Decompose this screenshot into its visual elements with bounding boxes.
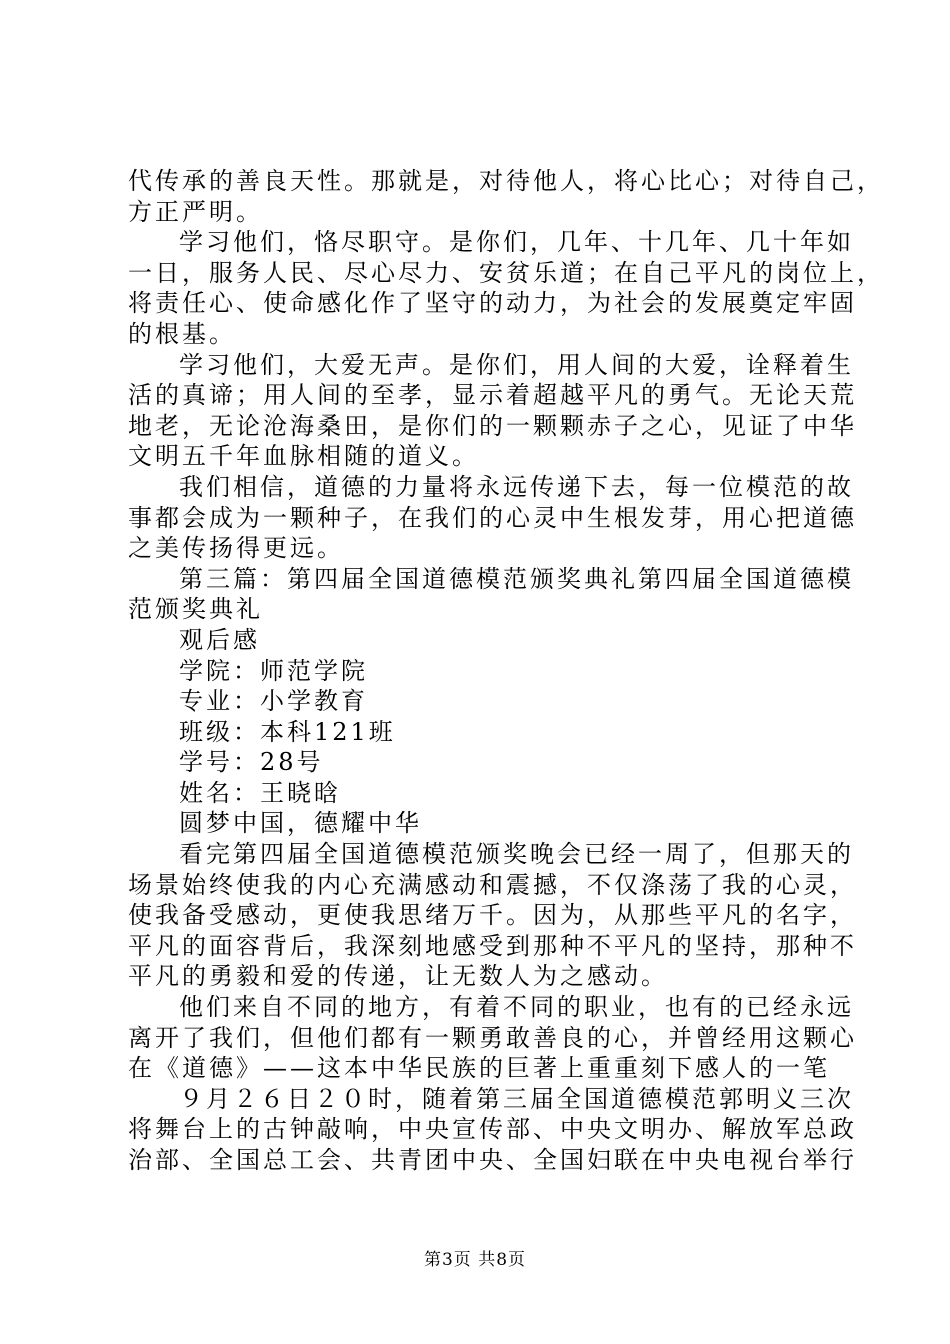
- text-line: 之美传扬得更远。: [128, 534, 344, 563]
- text-line: 在《道德》——这本中华民族的巨著上重重刻下感人的一笔: [128, 1054, 830, 1083]
- text-line: 方正严明。: [128, 197, 263, 226]
- text-line: 专业：小学教育: [179, 687, 368, 716]
- text-line: 姓名：王晓晗: [179, 778, 341, 807]
- text-line: 的根基。: [128, 319, 236, 348]
- text-line: 地老，无论沧海桑田，是你们的一颗颗赤子之心，见证了中华: [128, 411, 857, 440]
- text-line: 圆梦中国，德耀中华: [179, 809, 422, 838]
- text-line: 他们来自不同的地方，有着不同的职业，也有的已经永远: [179, 993, 854, 1022]
- text-line: 平凡的勇毅和爱的传递，让无数人为之感动。: [128, 962, 668, 991]
- text-line: 班级：本科121班: [179, 717, 396, 746]
- text-line: 观后感: [179, 625, 260, 654]
- text-line: 第三篇：第四届全国道德模范颁奖典礼第四届全国道德模: [179, 564, 854, 593]
- text-line: 场景始终使我的内心充满感动和震撼，不仅涤荡了我的心灵，: [128, 870, 857, 899]
- text-line: 学习他们，大爱无声。是你们，用人间的大爱，诠释着生: [179, 350, 854, 379]
- text-line: 平凡的面容背后，我深刻地感受到那种不平凡的坚持，那种不: [128, 931, 857, 960]
- text-line: 文明五千年血脉相随的道义。: [128, 442, 479, 471]
- text-line: 范颁奖典礼: [128, 595, 263, 624]
- text-line: 学习他们，恪尽职守。是你们，几年、十几年、几十年如: [179, 228, 854, 257]
- text-line: 代传承的善良天性。那就是，对待他人，将心比心；对待自己，: [128, 167, 884, 195]
- text-line: 将舞台上的古钟敲响，中央宣传部、中央文明办、解放军总政: [128, 1115, 857, 1144]
- text-line: 一日，服务人民、尽心尽力、安贫乐道；在自己平凡的岗位上，: [128, 258, 884, 287]
- text-line: 我们相信，道德的力量将永远传递下去，每一位模范的故: [179, 472, 854, 501]
- page-footer: 第3页 共8页: [423, 1250, 527, 1270]
- text-line: 学号：28号: [179, 748, 324, 777]
- text-line: 治部、全国总工会、共青团中央、全国妇联在中央电视台举行: [128, 1146, 857, 1174]
- text-line: 活的真谛；用人间的至孝，显示着超越平凡的勇气。无论天荒: [128, 381, 857, 410]
- text-line: 离开了我们，但他们都有一颗勇敢善良的心，并曾经用这颗心: [128, 1023, 857, 1052]
- document-body: [128, 166, 884, 1176]
- text-line: 事都会成为一颗种子，在我们的心灵中生根发芽，用心把道德: [128, 503, 857, 532]
- text-line: 将责任心、使命感化作了坚守的动力，为社会的发展奠定牢固: [128, 289, 857, 318]
- text-line: 使我备受感动，更使我思绪万千。因为，从那些平凡的名字，: [128, 901, 857, 930]
- text-line: 看完第四届全国道德模范颁奖晚会已经一周了，但那天的: [179, 840, 854, 869]
- text-line: ９月２６日２０时，随着第三届全国道德模范郭明义三次: [179, 1084, 854, 1113]
- text-line: 学院：师范学院: [179, 656, 368, 685]
